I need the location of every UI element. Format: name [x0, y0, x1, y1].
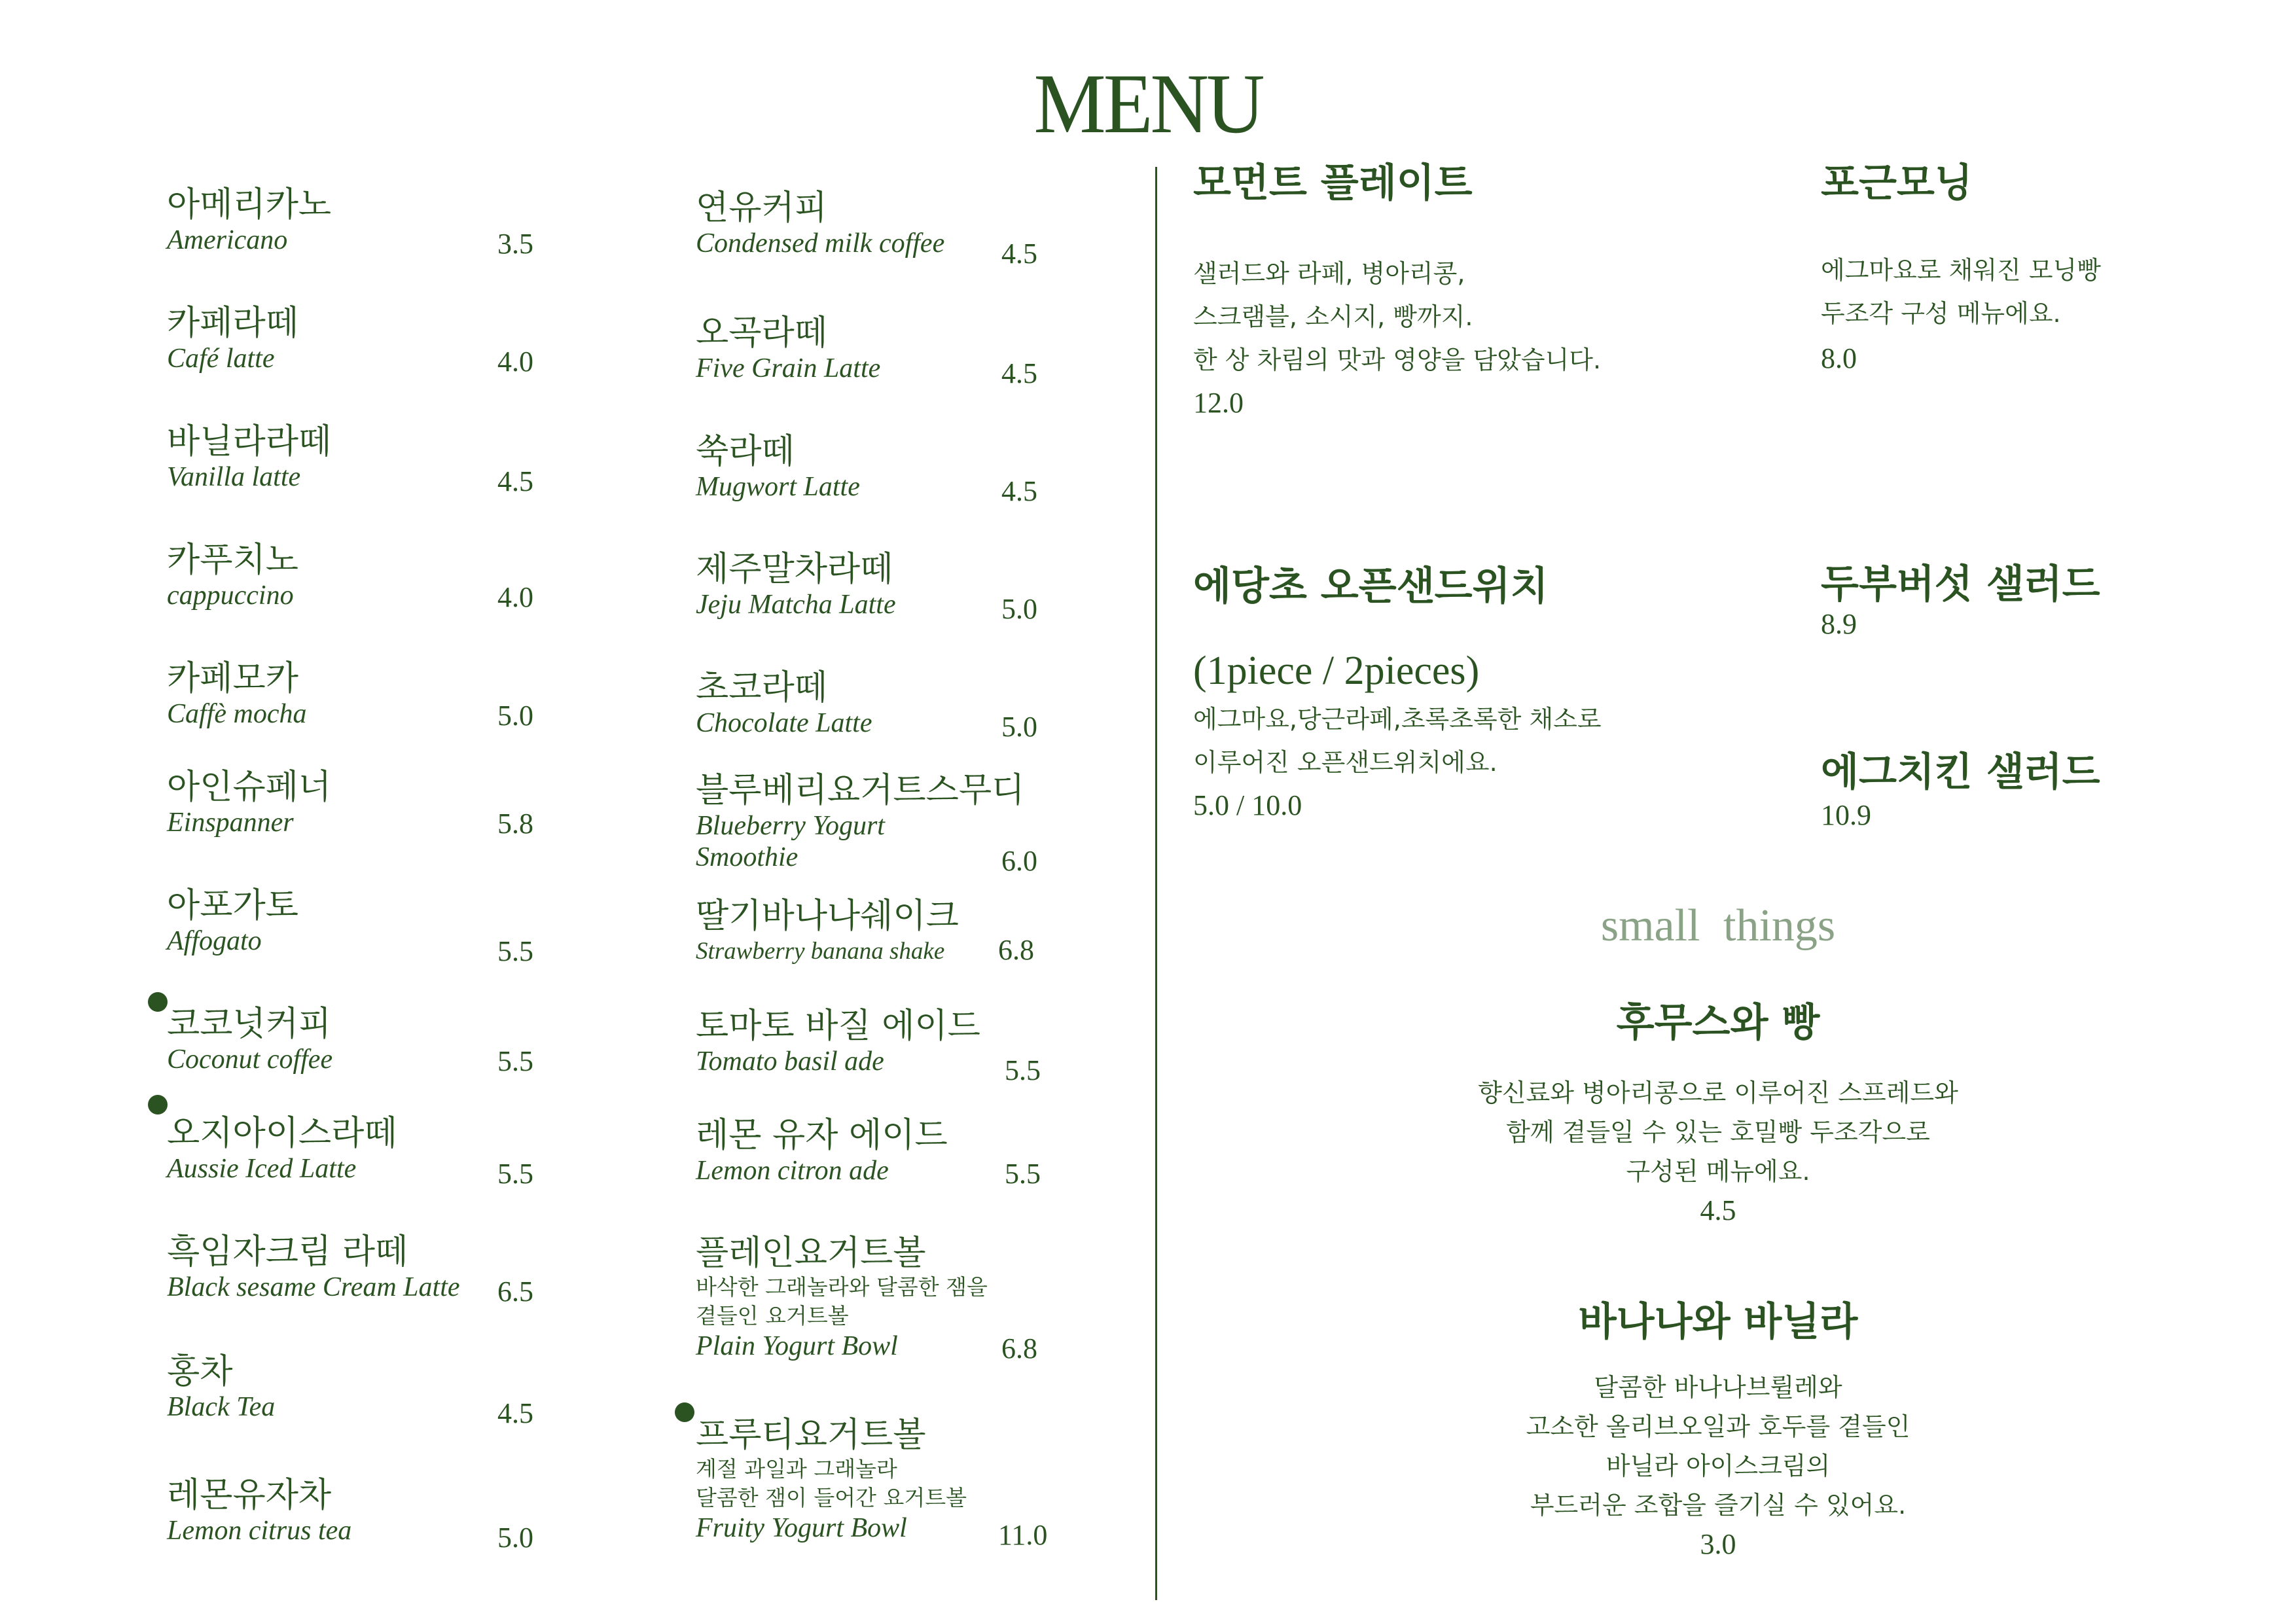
item-name-en: Einspanner: [167, 808, 294, 838]
small-things-heading: small things: [1600, 901, 1836, 951]
item-name-tofu-mushroom-salad: 두부버섯 샐러드: [1821, 562, 2100, 607]
item-description: 바삭한 그래놀라와 달콤한 잼을: [696, 1274, 988, 1300]
item-name-moment-plate: 모먼트 플레이트: [1193, 160, 1473, 206]
item-name-ko: 카페라떼: [167, 304, 298, 343]
item-price: 8.0: [1821, 342, 1857, 374]
menu-item-fruity-yogurt-bowl: [696, 1416, 1206, 1544]
item-name-ko: 아인슈페너: [167, 768, 332, 807]
description-line: 부드러운 조합을 즐기실 수 있어요.: [1530, 1491, 1907, 1520]
item-name-banana-vanilla: 바나나와 바닐라: [1578, 1299, 1858, 1345]
item-name-ko: 카페모카: [167, 659, 298, 698]
item-name-en: Coconut coffee: [167, 1044, 333, 1075]
item-name-en: Strawberry banana shake: [696, 938, 945, 965]
item-name-ko: 블루베리요거트스무디: [696, 771, 1025, 810]
item-name-ko: 아메리카노: [167, 185, 332, 224]
item-name-ko: 레몬유자차: [167, 1476, 332, 1515]
item-price: 5.0: [497, 1522, 533, 1554]
item-name-ko: 프루티요거트볼: [696, 1416, 926, 1455]
item-price: 5.5: [1005, 1158, 1041, 1190]
description-line: 에그마요,당근라페,초록초록한 채소로: [1193, 705, 1602, 734]
menu-title: MENU: [1033, 56, 1263, 151]
item-price: 5.5: [497, 1045, 533, 1077]
hummus-description: [1322, 1073, 2114, 1230]
item-price: 5.5: [1005, 1054, 1041, 1086]
item-name-en: cappuccino: [167, 580, 294, 611]
menu-item-coconut-coffee: [167, 1005, 677, 1075]
item-name-ko: 카푸치노: [167, 541, 298, 580]
item-name-ko: 제주말차라떼: [696, 550, 893, 589]
description-line: 두조각 구성 메뉴에요.: [1821, 299, 2061, 328]
menu-item-black-sesame-latte: [167, 1232, 677, 1303]
item-name-en: Five Grain Latte: [696, 353, 881, 383]
item-name-pogeun-morning: 포근모닝: [1821, 160, 1973, 206]
item-name-en: Lemon citron ade: [696, 1156, 889, 1186]
item-name-en: Black Tea: [167, 1392, 276, 1422]
item-name-ko: 쑥라떼: [696, 432, 795, 471]
menu-item-tomato-basil-ade: [696, 1007, 1206, 1077]
item-name-en: Blueberry Yogurt: [696, 811, 885, 841]
item-name-en: Americano: [167, 225, 288, 255]
item-name-open-sandwich: 에당초 오픈샌드위치: [1193, 563, 1549, 609]
menu-item-americano: [167, 185, 677, 256]
item-price: 4.0: [497, 581, 533, 613]
item-name-ko: 홍차: [167, 1352, 233, 1391]
item-price: 3.0: [1700, 1528, 1736, 1560]
description-line: 이루어진 오픈샌드위치에요.: [1193, 748, 1498, 777]
item-name-egg-chicken-salad: 에그치킨 샐러드: [1821, 749, 2100, 795]
description-line: 함께 곁들일 수 있는 호밀빵 두조각으로: [1506, 1118, 1930, 1147]
description-line: 구성된 메뉴에요.: [1626, 1157, 1810, 1186]
item-price: 6.8: [998, 934, 1034, 966]
description-line: 샐러드와 라페, 병아리콩,: [1193, 259, 1465, 288]
item-description-line2: 곁들인 요거트볼: [696, 1303, 849, 1329]
item-price: 12.0: [1193, 387, 1244, 419]
pogeun-morning-description: [1821, 249, 2101, 335]
open-sandwich-description: [1193, 698, 1602, 784]
item-name-en: Chocolate Latte: [696, 708, 872, 738]
menu-item-caffe-mocha: [167, 659, 677, 730]
item-price: 4.5: [497, 465, 533, 497]
item-price: 5.0: [497, 700, 533, 732]
description-line: 달콤한 바나나브륄레와: [1594, 1373, 1842, 1402]
description-line: 바닐라 아이스크림의: [1605, 1452, 1831, 1480]
item-name-en: Aussie Iced Latte: [167, 1154, 357, 1184]
menu-item-vanilla-latte: [167, 422, 677, 493]
description-line: 한 상 차림의 맛과 영양을 담았습니다.: [1193, 346, 1602, 374]
item-name-en: Lemon citrus tea: [167, 1516, 352, 1546]
item-name-ko: 오곡라떼: [696, 313, 827, 353]
item-name-en: Jeju Matcha Latte: [696, 590, 896, 620]
item-price: 4.5: [1700, 1194, 1736, 1226]
menu-item-affogato: [167, 886, 677, 957]
item-price: 4.5: [497, 1397, 533, 1429]
item-name-en: Café latte: [167, 344, 275, 374]
item-name-hummus: 후무스와 빵: [1616, 1000, 1820, 1046]
item-name-ko: 초코라떼: [696, 668, 827, 707]
item-price: 5.8: [497, 808, 533, 840]
item-price: 5.5: [497, 1158, 533, 1190]
hummus-and-bread: [1322, 991, 2114, 1048]
item-name-ko: 플레인요거트볼: [696, 1234, 926, 1273]
item-name-ko: 코코넛커피: [167, 1005, 332, 1044]
item-name-ko: 아포가토: [167, 886, 298, 925]
menu-item-condensed-milk-coffee: [696, 188, 1206, 259]
new-item-dot: [148, 1095, 168, 1115]
banana-vanilla-description: [1322, 1368, 2114, 1564]
menu-item-aussie-iced-latte: [167, 1114, 677, 1185]
item-name-ko: 토마토 바질 에이드: [696, 1007, 980, 1046]
item-price: 3.5: [497, 228, 533, 260]
item-price: 6.0: [1001, 845, 1037, 877]
item-name-en: Affogato: [167, 926, 262, 956]
menu-item-strawberry-banana-shake: [696, 897, 1206, 967]
item-price: 11.0: [998, 1519, 1048, 1551]
portion-options: (1piece / 2pieces): [1193, 649, 1480, 693]
item-name-ko: 흑임자크림 라떼: [167, 1232, 408, 1272]
item-name-en: Black sesame Cream Latte: [167, 1272, 460, 1302]
item-price: 10.9: [1821, 799, 1871, 831]
moment-plate-description: [1193, 252, 1601, 382]
item-name-en-line2: Smoothie: [696, 842, 798, 872]
item-price: 4.0: [497, 346, 533, 378]
menu-item-cappuccino: [167, 541, 677, 611]
item-name-ko: 오지아이스라떼: [167, 1114, 397, 1153]
new-item-dot: [148, 992, 168, 1012]
item-price: 6.5: [497, 1275, 533, 1308]
description-line: 고소한 올리브오일과 호두를 곁들인: [1526, 1412, 1910, 1441]
menu-item-chocolate-latte: [696, 668, 1206, 739]
item-price: 5.0 / 10.0: [1193, 789, 1302, 821]
menu-item-jeju-matcha-latte: [696, 550, 1206, 620]
item-name-en: Tomato basil ade: [696, 1046, 884, 1077]
description-line: 향신료와 병아리콩으로 이루어진 스프레드와: [1478, 1079, 1958, 1107]
item-name-en: Fruity Yogurt Bowl: [696, 1513, 907, 1543]
item-price: 5.5: [497, 935, 533, 967]
item-name-ko: 딸기바나나쉐이크: [696, 897, 959, 936]
menu-item-black-tea: [167, 1352, 677, 1423]
menu-item-einspanner: [167, 768, 677, 838]
column-divider: [1155, 167, 1157, 1600]
item-name-en: Caffè mocha: [167, 699, 307, 729]
item-name-en: Plain Yogurt Bowl: [696, 1331, 898, 1361]
item-price: 5.0: [1001, 593, 1037, 625]
item-price: 4.5: [1001, 475, 1037, 507]
banana-and-vanilla: [1322, 1291, 2114, 1347]
item-name-ko: 바닐라라떼: [167, 422, 332, 461]
item-price: 4.5: [1001, 238, 1037, 270]
item-price: 6.8: [1001, 1332, 1037, 1364]
item-name-ko: 연유커피: [696, 188, 827, 228]
item-price: 5.0: [1001, 711, 1037, 743]
menu-item-cafe-latte: [167, 304, 677, 374]
menu-item-blueberry-yogurt-smoothie: [696, 771, 1206, 873]
item-price: 8.9: [1821, 608, 1857, 640]
item-name-en: Condensed milk coffee: [696, 228, 945, 259]
item-description-line2: 달콤한 잼이 들어간 요거트볼: [696, 1485, 967, 1510]
item-name-en: Vanilla latte: [167, 462, 301, 492]
item-name-en: Mugwort Latte: [696, 472, 860, 502]
menu-item-lemon-citrus-tea: [167, 1476, 677, 1546]
description-line: 스크램블, 소시지, 빵까지.: [1193, 302, 1473, 331]
new-item-dot: [675, 1402, 694, 1422]
menu-item-mugwort-latte: [696, 432, 1206, 503]
menu-item-five-grain-latte: [696, 313, 1206, 384]
menu-item-plain-yogurt-bowl: [696, 1234, 1206, 1362]
item-name-ko: 레몬 유자 에이드: [696, 1116, 948, 1155]
item-description: 계절 과일과 그래놀라: [696, 1456, 897, 1482]
menu-item-lemon-citron-ade: [696, 1116, 1206, 1186]
description-line: 에그마요로 채워진 모닝빵: [1821, 256, 2101, 285]
item-price: 4.5: [1001, 357, 1037, 389]
